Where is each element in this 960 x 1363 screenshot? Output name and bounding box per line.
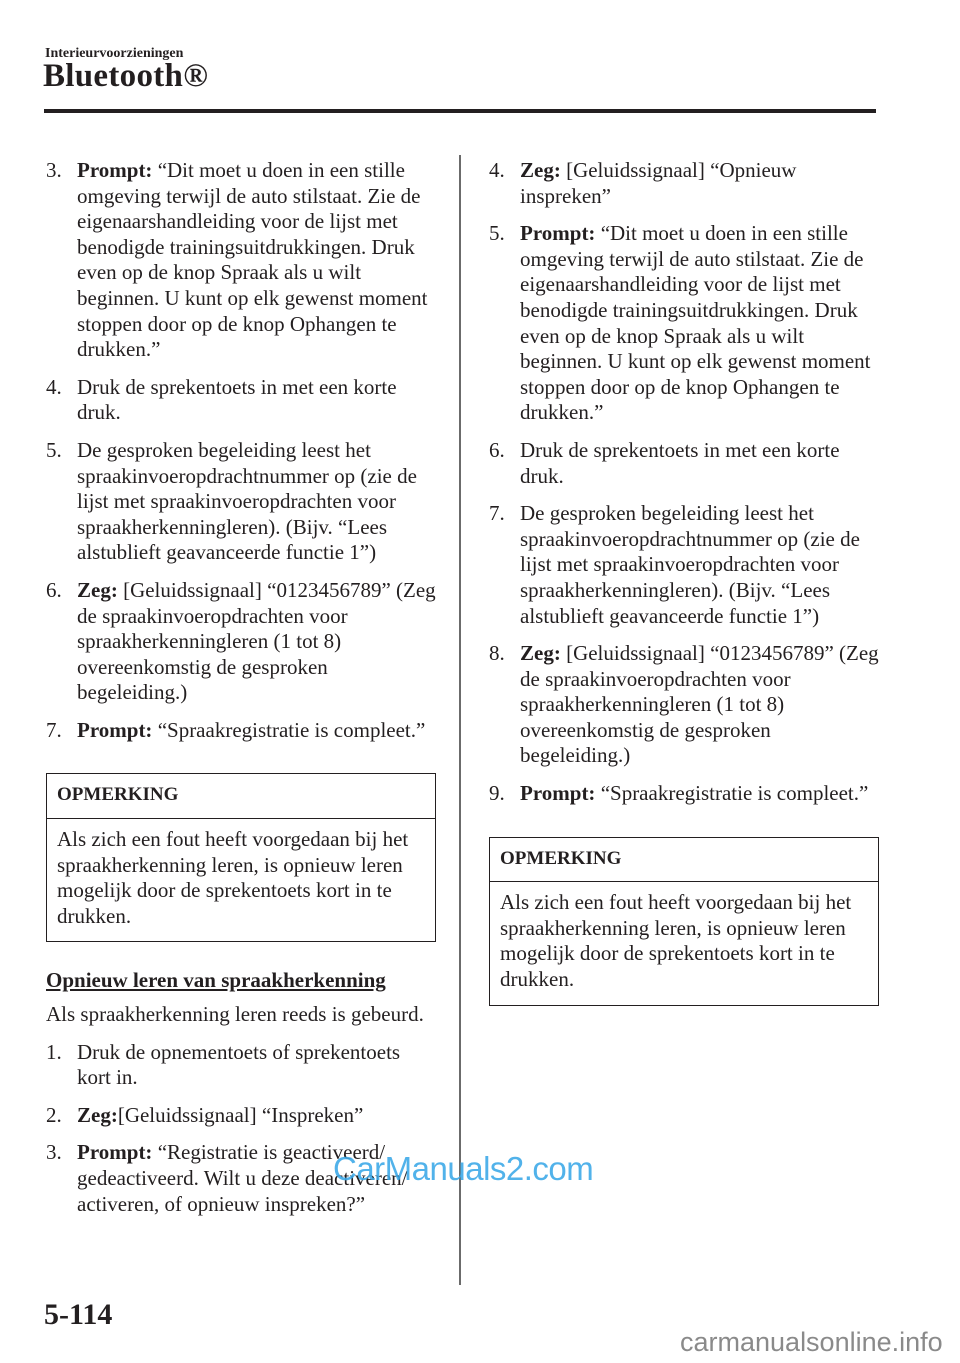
list-item [46, 438, 436, 566]
list-item [489, 438, 879, 489]
step-text: “Registratie is geactiveerd/ gedeactiveerd. Wilt u deze deactiveren/ activeren, of opnieuw inspreken?” [77, 1140, 408, 1216]
step-text: “Spraakregistratie is compleet.” [595, 781, 869, 806]
step-text: “Dit moet u doen in een stille omgeving terwijl de auto stilstaat. Zie de eigenaarshandleiding voor de lijst met benodigde trainingsuitdrukkingen. Druk even op de knop Spraak als u wilt beginnen. U kunt op elk gewenst moment stoppen door op de knop Ophangen te drukken.” [77, 158, 428, 362]
step-label: Prompt: [520, 221, 596, 246]
step-label: Zeg: [77, 1102, 118, 1127]
step-text: De gesproken begeleiding leest het spraakinvoeropdrachtnummer op (zie de lijst met spraakinvoeropdrachten voor spraakherkenningleren). (Bijv. “Lees alstublieft geavanceerde functie 1”) [520, 501, 860, 628]
step-label: Prompt: [77, 158, 153, 182]
step-label: Prompt: [520, 781, 596, 806]
list-item [46, 375, 436, 426]
note-title: OPMERKING [47, 774, 435, 819]
right-column [489, 158, 879, 1032]
left-column [46, 158, 436, 1229]
step-text: [Geluidssignaal] “0123456789” (Zeg de spraakinvoeropdrachten voor spraakherkenningleren (1 tot 8) overeenkomstig de gesproken begeleiding.) [520, 641, 879, 768]
note-body: Als zich een fout heeft voorgedaan bij het spraakherkenning leren, is opnieuw leren mogelijk door de sprekentoets kort in te drukken. [500, 890, 852, 992]
step-list [46, 1040, 436, 1218]
step-number: 5. [489, 221, 505, 246]
list-item [489, 158, 879, 209]
list-item [46, 718, 436, 744]
step-number: 4. [46, 374, 62, 399]
watermark-carmanuals2: CarManuals2.com [333, 1150, 594, 1187]
note-body: Als zich een fout heeft voorgedaan bij het spraakherkenning leren, is opnieuw leren mogelijk door de sprekentoets kort in te drukken. [57, 827, 409, 928]
list-item [46, 158, 436, 363]
step-text: Druk de sprekentoets in met een korte druk. [77, 374, 397, 425]
step-label: Prompt: [77, 717, 153, 742]
step-text: “Spraakregistratie is compleet.” [152, 717, 426, 742]
list-item [489, 501, 879, 629]
step-number: 7. [489, 501, 505, 526]
step-text: [Geluidssignaal] “0123456789” (Zeg de spraakinvoeropdrachten voor spraakherkenningleren (1 tot 8) overeenkomstig de gesproken begeleiding.) [77, 577, 436, 705]
note-box [489, 837, 879, 1006]
note-title: OPMERKING [490, 838, 878, 883]
step-list [46, 158, 436, 743]
column-divider [459, 155, 461, 1285]
step-number: 2. [46, 1102, 62, 1127]
step-label: Zeg: [77, 577, 118, 602]
list-item [489, 641, 879, 769]
step-label: Zeg: [520, 641, 561, 666]
step-label: Zeg: [520, 158, 561, 182]
list-item [489, 781, 879, 807]
step-label: Prompt: [77, 1140, 153, 1165]
list-item [46, 578, 436, 706]
step-number: 3. [46, 1140, 62, 1165]
page-number: 5-114 [44, 1298, 113, 1331]
note-box [46, 773, 436, 942]
step-number: 6. [46, 577, 62, 602]
list-item [46, 1103, 436, 1129]
header-rule [44, 109, 876, 113]
step-text: Druk de opnementoets of sprekentoets kort in. [77, 1039, 401, 1090]
step-text: [Geluidssignaal] “Opnieuw inspreken” [520, 158, 797, 208]
section-label: Interieurvoorzieningen [45, 46, 184, 61]
step-number: 5. [46, 437, 62, 462]
watermark-carmanualsonline: carmanualsonline.info [680, 1327, 943, 1357]
step-number: 8. [489, 641, 505, 666]
step-number: 7. [46, 717, 62, 742]
step-number: 4. [489, 158, 505, 182]
step-list [489, 158, 879, 807]
intro-paragraph: Als spraakherkenning leren reeds is gebeurd. [46, 1002, 424, 1027]
step-text: Druk de sprekentoets in met een korte druk. [520, 437, 840, 488]
page-title: Bluetooth® [43, 58, 209, 94]
list-item [489, 221, 879, 426]
list-item [46, 1040, 436, 1091]
step-number: 1. [46, 1039, 62, 1064]
step-number: 9. [489, 781, 505, 806]
step-number: 6. [489, 437, 505, 462]
step-number: 3. [46, 158, 62, 182]
subheading: Opnieuw leren van spraakherkenning [46, 968, 386, 993]
step-text: De gesproken begeleiding leest het spraakinvoeropdrachtnummer op (zie de lijst met spraakinvoeropdrachten voor spraakherkenningleren). (Bijv. “Lees alstublieft geavanceerde functie 1”) [77, 437, 417, 565]
step-text: [Geluidssignaal] “Inspreken” [117, 1102, 364, 1127]
step-text: “Dit moet u doen in een stille omgeving terwijl de auto stilstaat. Zie de eigenaarshandleiding voor de lijst met benodigde trainingsuitdrukkingen. Druk even op de knop Spraak als u wilt beginnen. U kunt op elk gewenst moment stoppen door op de knop Ophangen te drukken.” [520, 221, 871, 425]
